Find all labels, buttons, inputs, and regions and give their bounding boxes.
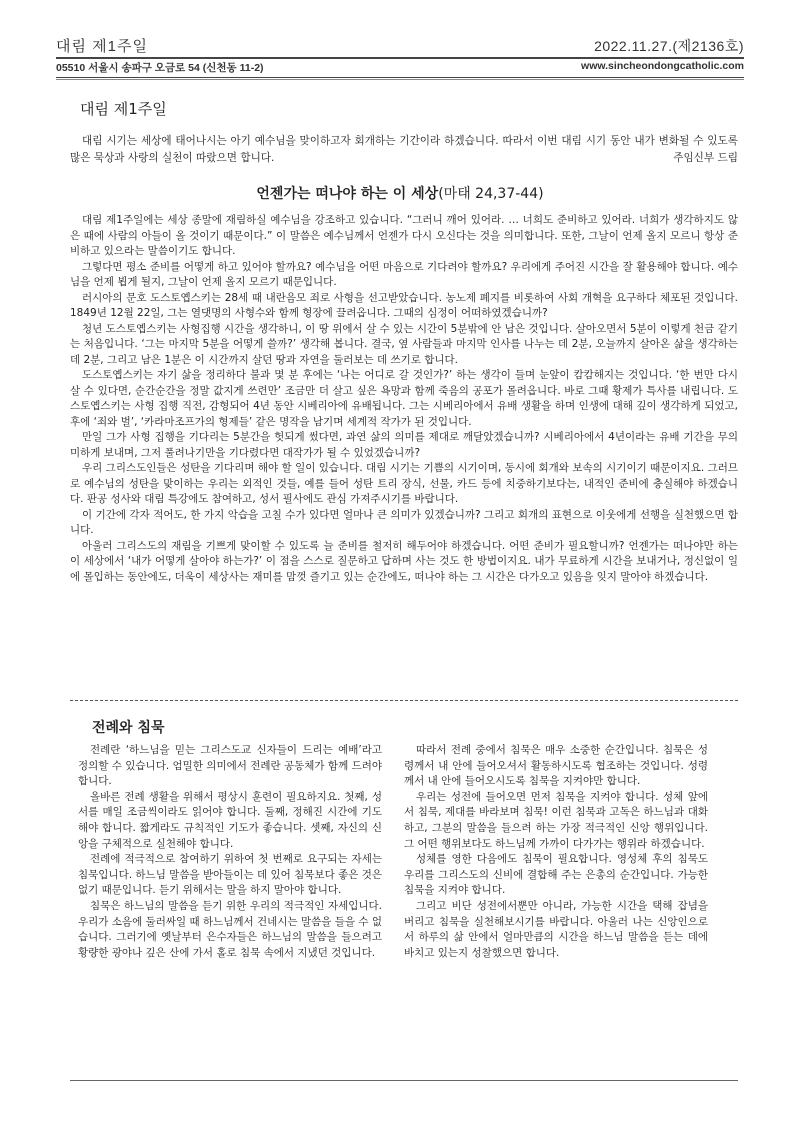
article-paragraph: 러시아의 문호 도스토옙스키는 28세 때 내란음모 죄로 사형을 선고받았습니다. 농노제 폐지를 비롯하여 사회 개혁을 요구하다 체포된 것입니다. 1849년 12월 22일, 그는 열댓명의 사형수와 함께 형장에 끌려옵니다. 그때의 심정이 어떠하였겠습니까? bbox=[70, 291, 738, 319]
article-paragraph: 청년 도스토옙스키는 사형집행 시간을 생각하니, 이 땅 위에서 살 수 있는 시간이 5분밖에 안 남은 것입니다. 살아오면서 5분이 이렇게 천금 같기는 처음입니다. ‘그는 마지막 5분을 어떻게 쓸까?’ 생각해 봅니다. 결국, 옆 사람들과 마지막 인사를 나누는 데 2분, 오늘까지 살아온 삶을 생각하는 데 2분, 그리고 남은 1분은 이 시간까지 살던 땅과 자연을 둘러보는 데 쓰기로 합니다. bbox=[70, 322, 738, 366]
article-paragraph: 도스토옙스키는 자기 삶을 정리하다 불과 몇 분 후에는 ‘나는 어디로 갈 것인가?’ 하는 생각이 들며 눈앞이 캄캄해지는 것입니다. ‘한 번만 다시 살 수 있다면, 순간순간을 정말 값지게 쓰련만’ 조금만 더 살고 싶은 욕망과 함께 죽음의 공포가 몰려옵니다. 바로 그때 황제가 특사를 내립니다. 도스토옙스키는 사형 집행 직전, 감형되어 4년 동안 시베리아에 유배됩니다. 그는 시베리아에서 유배 생활을 하며 인생에 대해 깊이 생각하게 되었고, 후에 ‘죄와 벌’, ‘카라마조프가의 형제들’ 같은 명작을 남기며 세계적 작가가 된 것입니다. bbox=[70, 369, 738, 428]
article-paragraph: 아울러 그리스도의 재림을 기쁘게 맞이할 수 있도록 늘 준비를 철저히 해두어야 하겠습니다. 어떤 준비가 필요할니까? 언젠가는 떠나야만 하는 이 세상에서 ‘내가 어떻게 살아야 하는가?’ 이 점을 스스로 질문하고 답하며 사는 것도 한 방법이지요. 내가 무료하게 시간을 보내거나, 정신없이 일에 몰입하는 동안에도, 더욱이 세상사는 재미를 맘껏 즐기고 있는 순간에도, 떠나야 하는 그 시간은 다가오고 있음을 잊지 말아야 하겠습니다. bbox=[70, 539, 738, 583]
section-paragraph: 성체를 영한 다음에도 침묵이 필요합니다. 영성체 후의 침묵도 우리를 그리스도의 신비에 결합해 주는 은총의 순간입니다. 가능한 침묵을 지켜야 합니다. bbox=[404, 853, 708, 897]
section-divider bbox=[70, 700, 738, 701]
intro-text: 대림 시기는 세상에 태어나시는 아기 예수님을 맞이하고자 회개하는 기간이라 하겠습니다. 따라서 이번 대림 시기 동안 내가 변화될 수 있도록 많은 묵상과 사랑의 실천이 따랐으면 합니다. bbox=[70, 135, 738, 164]
section-right-column bbox=[404, 743, 708, 961]
article-reference: (마태 24,37-44) bbox=[438, 186, 544, 202]
header-divider bbox=[56, 57, 744, 59]
header-sub bbox=[56, 60, 744, 76]
section-title: 전례와 침묵 bbox=[92, 720, 165, 736]
section-paragraph: 따라서 전례 중에서 침묵은 매우 소중한 순간입니다. 침묵은 성령께서 내 안에 들어오셔서 활동하시도록 협조하는 것입니다. 성령께서 내 안에 들어오시도록 침묵을 지켜야만 합니다. bbox=[404, 744, 708, 788]
section-paragraph: 침묵은 하느님의 말씀을 듣기 위한 우리의 적극적인 자세입니다. 우리가 소음에 둘러싸일 때 하느님께서 건네시는 말씀을 들을 수 없습니다. 그러기에 옛날부터 은수자들은 하느님의 말씀을 들으려고 황량한 광야나 깊은 산에 가서 홀로 침묵 속에서 지냈던 것입니다. bbox=[78, 899, 382, 959]
header-underline bbox=[56, 77, 744, 78]
article-title-text: 언젠가는 떠나야 하는 이 세상 bbox=[256, 186, 439, 202]
intro-signature: 주임신부 드림 bbox=[673, 152, 738, 164]
section-paragraph: 전례에 적극적으로 참여하기 위하여 첫 번째로 요구되는 자세는 침묵입니다. 하느님 말씀을 받아들이는 데 있어 침묵보다 좋은 것은 없기 때문입니다. 듣기 위해서는 말을 하지 말아야 합니다. bbox=[78, 853, 382, 897]
header-underline-2 bbox=[56, 79, 744, 80]
article-paragraph: 그렇다면 평소 준비를 어떻게 하고 있어야 할까요? 예수님을 어떤 마음으로 기다려야 할까요? 우리에게 주어진 시간을 잘 활용해야 합니다. 예수님을 언제 뵙게 될지, 그날이 언제 올지 모르기 때문입니다. bbox=[70, 260, 738, 288]
section-paragraph: 그리고 비단 성전에서뿐만 아니라, 가능한 시간을 택해 잡념을 버리고 침묵을 실천해보시기를 바랍니다. 아울러 나는 신앙인으로서 하루의 삶 안에서 얼마만큼의 시간을 하느님 말씀을 듣는 데에 바치고 있는지 성찰했으면 합니다. bbox=[404, 899, 708, 959]
footer-divider bbox=[70, 1080, 738, 1081]
article-paragraph: 만일 그가 사형 집행을 기다리는 5분간을 헛되게 썼다면, 과연 삶의 의미를 제대로 깨달았겠습니까? 시베리아에서 4년이라는 유배 기간을 무의미하게 보내며, 그저 풀려나기만을 기다렸다면 대작가가 될 수 있었겠습니까? bbox=[70, 431, 738, 459]
article-body bbox=[70, 213, 738, 585]
church-website[interactable]: www.sincheondongcatholic.com bbox=[581, 60, 744, 72]
bulletin-title: 대림 제1주일 bbox=[56, 38, 148, 55]
section-paragraph: 올바른 전례 생활을 위해서 평상시 훈련이 필요하지요. 첫째, 성서를 매일 조금씩이라도 읽어야 합니다. 둘째, 정해진 시간에 기도해야 합니다. 짧게라도 규칙적인 기도가 좋습니다. 셋째, 자신의 신앙을 구체적으로 실천해야 합니다. bbox=[78, 790, 382, 850]
header-top bbox=[56, 36, 744, 56]
intro-message bbox=[70, 133, 738, 167]
article-paragraph: 우리 그리스도인들은 성탄을 기다리며 해야 할 일이 있습니다. 대림 시기는 기쁨의 시기이며, 동시에 회개와 보속의 시기이기 때문이지요. 그러므로 예수님의 성탄을 맞이하는 우리는 외적인 것들, 예를 들어 성탄 트리 장식, 선물, 카드 등에 치중하기보다는, 내적인 준비에 충실해야 하겠습니다. 판공 성사와 대림 특강에도 참여하고, 성서 필사에도 관심 가져주시기를 바랍니다. bbox=[70, 462, 738, 505]
bulletin-date: 2022.11.27.(제2136호) bbox=[594, 38, 744, 54]
page-title: 대림 제1주일 bbox=[80, 100, 167, 118]
section-paragraph: 전례란 ‘하느님을 믿는 그리스도교 신자들이 드리는 예배’라고 정의할 수 있습니다. 엄밀한 의미에서 전례란 공동체가 함께 드려야 합니다. bbox=[78, 744, 382, 788]
article-paragraph: 대림 제1주일에는 세상 종말에 재림하실 예수님을 강조하고 있습니다. “그러니 깨어 있어라. … 너희도 준비하고 있어라. 너희가 생각하지도 않은 때에 사람의 아들이 올 것이기 때문이다.” 이 말씀은 예수님께서 언젠가 다시 오신다는 것을 의미합니다. 또한, 그날이 언제 올지 모르니 항상 준비하고 있으라는 말씀이기도 합니다. bbox=[70, 214, 738, 257]
section-paragraph: 우리는 성전에 들어오면 먼저 침묵을 지켜야 합니다. 성체 앞에서 침묵, 제대를 바라보며 침묵! 이런 침묵과 고독은 하느님과 대화하고, 그분의 말씀을 들으려 하는 가장 적극적인 신앙 행위입니다. 그 어떤 행위보다도 하느님께 가까이 다가가는 행위라 하겠습니다. bbox=[404, 790, 708, 850]
article-paragraph: 이 기간에 각자 적어도, 한 가지 악습을 고칠 수가 있다면 얼마나 큰 의미가 있겠습니까? 그리고 회개의 표현으로 이웃에게 선행을 실천했으면 합니다. bbox=[70, 508, 738, 536]
church-address: 05510 서울시 송파구 오금로 54 (신천동 11-2) bbox=[56, 62, 264, 74]
article-title bbox=[0, 183, 800, 203]
section-left-column bbox=[78, 743, 382, 961]
